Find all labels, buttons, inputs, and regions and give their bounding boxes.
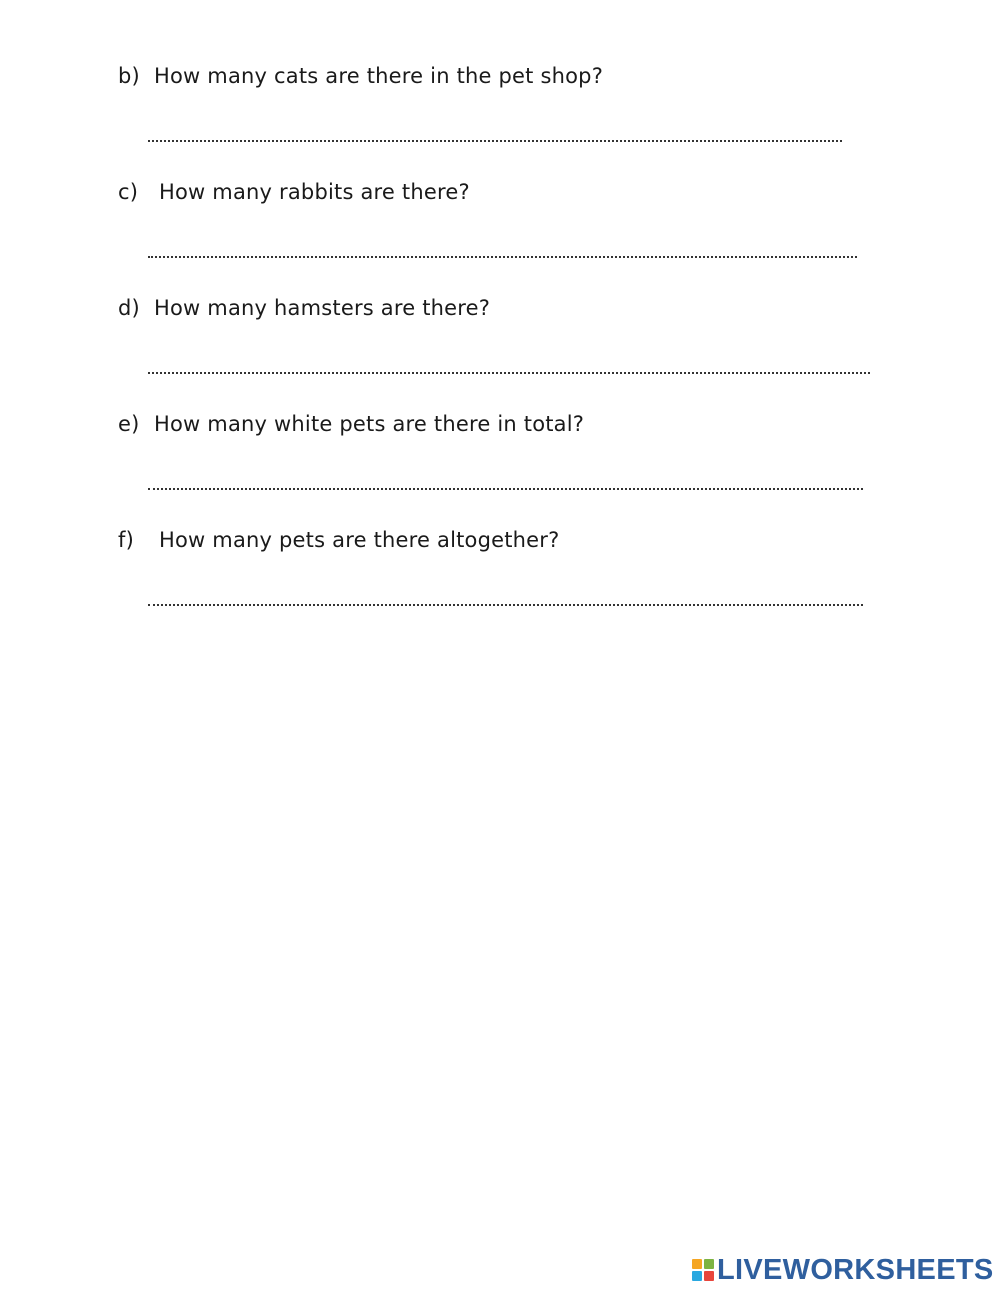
- logo-square-2: [704, 1259, 714, 1269]
- logo-square-3: [692, 1271, 702, 1281]
- answer-line-c[interactable]: [148, 256, 857, 258]
- question-text: How many pets are there altogether?: [159, 528, 560, 552]
- answer-line-f[interactable]: [148, 604, 863, 606]
- question-text: How many cats are there in the pet shop?: [154, 64, 604, 88]
- logo-mark-icon: [692, 1259, 714, 1281]
- question-c: [118, 178, 470, 206]
- question-letter: d): [118, 296, 140, 320]
- answer-line-e[interactable]: [148, 488, 863, 490]
- question-letter: b): [118, 64, 140, 88]
- liveworksheets-logo[interactable]: [692, 1255, 994, 1285]
- logo-square-1: [692, 1259, 702, 1269]
- answer-line-b[interactable]: [148, 140, 842, 142]
- answer-line-d[interactable]: [148, 372, 870, 374]
- question-letter: c): [118, 180, 139, 204]
- question-letter: e): [118, 412, 140, 436]
- question-e: [118, 410, 584, 438]
- question-text: How many white pets are there in total?: [154, 412, 585, 436]
- answer-input-d[interactable]: [148, 344, 870, 370]
- logo-text: LIVEWORKSHEETS: [717, 1254, 994, 1286]
- question-text: How many hamsters are there?: [154, 296, 491, 320]
- answer-input-c[interactable]: [148, 228, 857, 254]
- question-text: How many rabbits are there?: [159, 180, 470, 204]
- answer-input-b[interactable]: [148, 112, 842, 138]
- question-d: [118, 294, 490, 322]
- answer-input-f[interactable]: [148, 576, 863, 602]
- question-letter: f): [118, 528, 134, 552]
- question-f: [118, 526, 559, 554]
- answer-input-e[interactable]: [148, 460, 863, 486]
- question-b: [118, 62, 603, 90]
- logo-square-4: [704, 1271, 714, 1281]
